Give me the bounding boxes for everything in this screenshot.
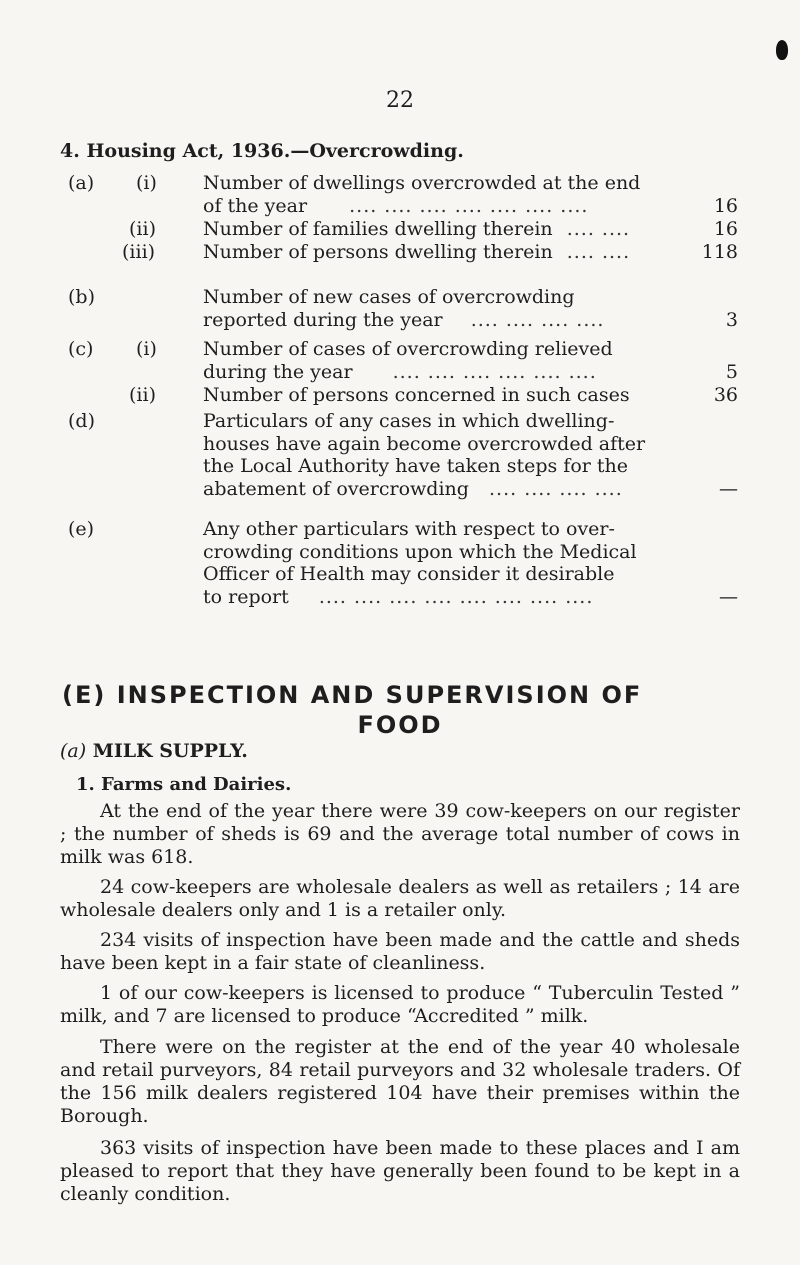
sub-heading-letter: (a) [60,740,87,762]
item-value: 36 [713,384,738,406]
item-text-line: houses have again become overcrowded after [203,432,646,455]
leader-dots: .... .... .... .... .... .... [392,360,597,383]
item-text-line: Number of persons concerned in such cases [203,384,630,406]
item-roman: (ii) [129,384,156,406]
item-letter: (a) [68,172,95,194]
item-roman: (ii) [129,218,156,240]
item-text-line: abatement of overcrowding [203,477,469,500]
item-text-line: Number of new cases of overcrowding [203,286,575,308]
sub-heading-milk-supply [60,740,248,762]
item-roman: (i) [136,172,157,194]
item-value: — [719,477,738,500]
item-value: 16 [713,194,738,217]
item-text-line: Officer of Health may consider it desirable [203,563,615,585]
item-letter: (e) [68,518,95,540]
item-value: — [719,585,738,608]
item-text-line: crowding conditions upon which the Medical [203,540,637,563]
paragraph: 234 visits of inspection have been made and the cattle and sheds have been kept in a fair state of cleanliness. [60,929,740,974]
item-text-line: of the year [203,194,308,217]
item-text-line: Number of persons dwelling therein [203,241,553,263]
paragraph: 24 cow-keepers are wholesale dealers as well as retailers ; 14 are wholesale dealers only and 1 is a retailer only. [60,876,740,921]
section-heading-line: FOOD [357,711,443,739]
item-roman: (iii) [122,241,156,263]
item-text-line: the Local Authority have taken steps for the [203,455,629,477]
item-roman: (i) [136,338,157,360]
leader-dots: .... .... .... .... [470,308,605,331]
paragraph: At the end of the year there were 39 cow-keepers on our register ; the number of sheds is 69 and the average total number of cows in milk was 618. [60,800,740,868]
item-value: 118 [701,241,738,263]
section-heading-line: (E) INSPECTION AND SUPERVISION OF [62,681,643,709]
item-letter: (c) [68,338,94,360]
leader-dots: .... .... .... .... .... .... .... .... [318,585,594,608]
item-text-line: to report [203,585,289,608]
page-number: 22 [386,88,414,113]
leader-dots: .... .... [566,218,631,240]
leader-dots: .... .... [566,241,631,263]
item-text-line: reported during the year [203,308,443,331]
section-heading-housing-act: 4. Housing Act, 1936.—Overcrowding. [60,140,464,162]
item-value: 16 [713,218,738,240]
leader-dots: .... .... .... .... .... .... .... [349,194,589,217]
ink-blot [776,40,788,60]
item-text-line: Number of families dwelling therein [203,218,553,240]
item-text-line: Particulars of any cases in which dwelling- [203,410,615,432]
item-text-line: Any other particulars with respect to over- [203,518,615,540]
item-text-line: Number of dwellings overcrowded at the end [203,172,641,194]
item-letter: (d) [68,410,95,432]
paragraph: 1 of our cow-keepers is licensed to produce “ Tuberculin Tested ” milk, and 7 are licensed to produce “Accredited ” milk. [60,982,740,1027]
item-text-line: Number of cases of overcrowding relieved [203,338,613,360]
item-value: 5 [725,360,738,383]
item-letter: (b) [68,286,95,308]
paragraph: 363 visits of inspection have been made to these places and I am pleased to report that they have generally been found to be kept in a cleanly condition. [60,1137,740,1205]
sub-heading-text: MILK SUPPLY. [92,740,248,762]
item-text-line: during the year [203,360,353,383]
item-heading-farms: 1. Farms and Dairies. [76,774,292,795]
paragraph: There were on the register at the end of the year 40 wholesale and retail purveyors, 84 retail purveyors and 32 wholesale traders. Of the 156 milk dealers registered 104 have their premises within the Borough. [60,1036,740,1127]
item-value: 3 [725,308,738,331]
leader-dots: .... .... .... .... [489,477,623,500]
